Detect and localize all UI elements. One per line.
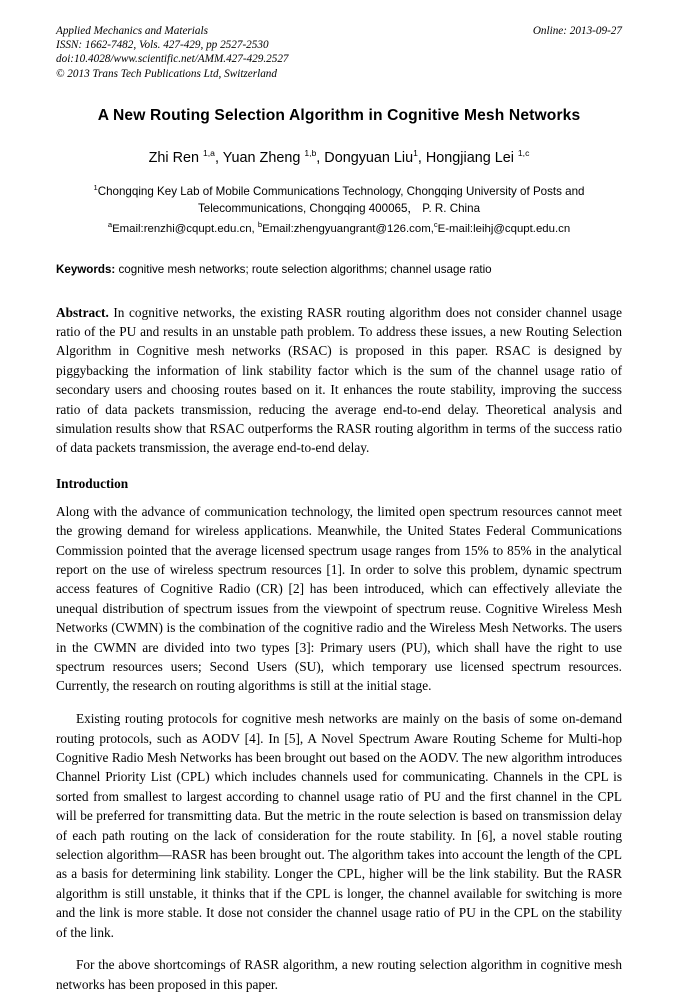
author-name-1: Zhi Ren xyxy=(148,150,204,166)
author-name-4: Hongjiang Lei xyxy=(425,150,518,166)
author-name-2: Yuan Zheng xyxy=(222,150,305,166)
author-affiliation-marker-4: 1,c xyxy=(517,148,530,159)
author-separator-1: , xyxy=(214,150,223,166)
affiliation-block xyxy=(56,184,622,238)
page-title: A New Routing Selection Algorithm in Cognitive Mesh Networks xyxy=(97,107,581,124)
abstract-label: Abstract. xyxy=(56,304,109,320)
email-marker-a: a xyxy=(107,220,113,230)
section-heading-introduction: Introduction xyxy=(56,475,129,491)
email-address-c[interactable]: E-mail:leihj@cqupt.edu.cn xyxy=(437,223,571,235)
journal-header-left xyxy=(56,24,476,81)
author-affiliation-marker-1: 1,a xyxy=(203,148,215,159)
abstract-paragraph xyxy=(56,303,622,458)
author-name-3: Dongyuan Liu xyxy=(324,150,414,166)
abstract-text: In cognitive networks, the existing RASR routing algorithm does not consider channel usage ratio of the PU and results in an unstable path problem. To address these issues, a new Routing Selection Algorithm in Cognitive mesh networks (RSAC) is proposed in this paper. RSAC is designed by piggybacking the information of link stability factor which is the sum of the channel usage ratio of secondary users and choosing routes based on it. It enhances the route stability, improving the success ratio of data packets transmission, reducing the average end-to-end delay. Theoretical analysis and simulation results show that RSAC outperforms the RASR routing algorithm in terms of the success ratio of data packets transmission, the average end-to-end delay. xyxy=(56,304,622,456)
keywords-value: cognitive mesh networks; route selection algorithms; channel usage ratio xyxy=(115,262,492,276)
introduction-paragraph-3: For the above shortcomings of RASR algorithm, a new routing selection algorithm in cognitive mesh networks has been proposed in this paper. xyxy=(56,957,622,992)
introduction-paragraph-2: Existing routing protocols for cognitive mesh networks are mainly on the basis of some on-demand routing protocols, such as AODV [4]. In [5], A Novel Spectrum Aware Routing Scheme for Multi-hop Cognitive Radio Mesh Networks has been brought out based on the AODV. The new algorithm introduces Channel Priority List (CPL) which includes channels used for communicating. Channels in the CPL is sorted from smallest to largest according to channel usage ratio of PU and the first channel in the CPL will be preferred for transmitting data. But the metric in the route selection is based on transmission delay of each path routing on the lack of consideration for the route stability. In [6], a novel stable routing selection algorithm—RASR has been brought out. The algorithm takes into account the length of the CPL as a basis for determining link stability. Longer the CPL, higher will be the link stability. But the RASR algorithm is still unstable, it thinks that if the CPL is longer, the channel available for switching is more and the link is more stable. It dose not consider the channel usage ratio of PU in the CPL on the stability of the link. xyxy=(56,711,622,940)
journal-doi-line: doi:10.4028/www.scientific.net/AMM.427-429.2527 xyxy=(56,53,289,66)
author-separator-3: , xyxy=(417,150,426,166)
author-affiliation-marker-2: 1,b xyxy=(304,148,317,159)
journal-header xyxy=(56,24,622,84)
journal-copyright-line: © 2013 Trans Tech Publications Ltd, Switzerland xyxy=(56,67,277,80)
affiliation-text xyxy=(56,184,622,217)
author-separator-2: , xyxy=(316,150,325,166)
author-list xyxy=(56,148,622,168)
introduction-paragraph-1: Along with the advance of communication technology, the limited open spectrum resources cannot meet the growing demand for wireless applications. Meanwhile, the United States Federal Communications Commission pointed that the average licensed spectrum usage ranges from 15% to 85% in the analytical report on the use of wireless spectrum resources [1]. In order to solve this problem, dynamic spectrum access features of Cognitive Radio (CR) [2] has been introduced, which can effectively alleviate the unequal distribution of spectrum issues from the viewpoint of spectrum reuse. Cognitive Wireless Mesh Networks (CWMN) is the combination of the cognitive radio and the Wireless Mesh Networks. The users in the CWMN are divided into two types [3]: Primary users (PU), which shall have the right to use spectrum resources users; Second Users (SU), which temporary use licensed spectrum resources. Currently, the research on routing algorithms is still at the initial stage. xyxy=(56,503,622,694)
keywords-label: Keywords: xyxy=(56,262,116,276)
email-marker-c: c xyxy=(433,220,438,230)
email-address-a[interactable]: Email:renzhi@cqupt.edu.cn, xyxy=(112,223,258,235)
author-affiliation-marker-3: 1 xyxy=(413,148,418,159)
author-emails xyxy=(56,221,622,238)
email-address-b[interactable]: Email:zhengyuangrant@126.com, xyxy=(262,223,434,235)
email-marker-b: b xyxy=(257,220,263,230)
journal-issn-line: ISSN: 1662-7482, Vols. 427-429, pp 2527-2530 xyxy=(56,39,269,52)
keywords-line xyxy=(56,262,622,278)
online-date: Online: 2013-09-27 xyxy=(532,25,622,37)
affiliation-institution: Chongqing Key Lab of Mobile Communications Technology, Chongqing University of Posts and Telecommunications, Chongqing 400065， P. R. China xyxy=(97,185,585,215)
journal-name: Applied Mechanics and Materials xyxy=(56,25,208,37)
affiliation-marker: 1 xyxy=(93,183,98,193)
